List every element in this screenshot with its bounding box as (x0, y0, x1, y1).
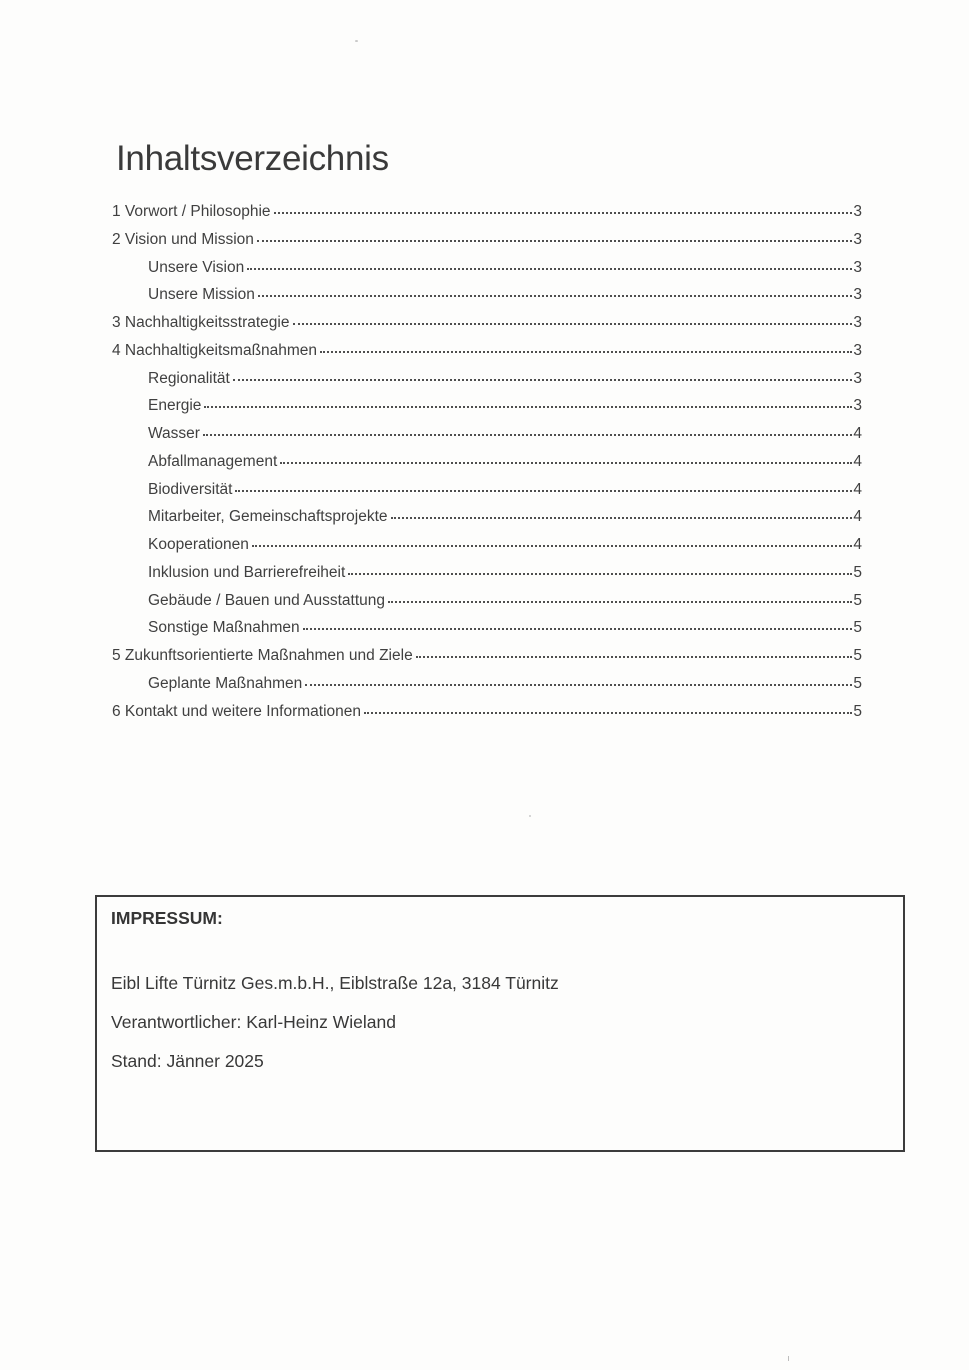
toc-leader-dots (204, 406, 852, 408)
toc-entry (112, 453, 862, 481)
scan-speck (788, 1356, 789, 1361)
toc-leader-dots (257, 240, 852, 242)
toc-leader-dots (320, 351, 852, 353)
toc-leader-dots (364, 712, 852, 714)
toc-entry (112, 703, 862, 731)
toc-entry-label: Energie (148, 397, 202, 415)
toc-entry (112, 481, 862, 509)
impressum-date-line: Stand: Jänner 2025 (111, 1051, 264, 1071)
toc-leader-dots (305, 684, 852, 686)
toc-leader-dots (303, 628, 853, 630)
toc-entry-label: Abfallmanagement (148, 452, 278, 470)
toc-leader-dots (293, 323, 853, 325)
toc-entry (112, 259, 862, 287)
toc-entry-page-number: 5 (853, 591, 862, 609)
toc-leader-dots (233, 379, 853, 381)
toc-entry-label: 6 Kontakt und weitere Informationen (112, 702, 362, 720)
toc-entry-page-number: 4 (853, 425, 862, 442)
toc-entry-label: Sonstige Maßnahmen (148, 619, 300, 637)
toc-entry (112, 342, 862, 370)
toc-leader-dots (391, 517, 853, 519)
toc-entry-page-number: 3 (853, 203, 862, 220)
toc-entry-label: 5 Zukunftsorientierte Maßnahmen und Ziele (112, 647, 413, 664)
toc-leader-dots (258, 295, 853, 297)
toc-entry (112, 314, 862, 342)
toc-leader-dots (416, 656, 853, 658)
toc-entry-page-number: 3 (853, 286, 862, 304)
toc-entry (112, 425, 862, 453)
toc-entry-label: Unsere Mission (148, 286, 255, 304)
toc-entry-label: 2 Vision und Mission (112, 230, 254, 248)
toc-entry-label: Kooperationen (148, 536, 249, 553)
toc-entry (112, 536, 862, 564)
toc-entry-label: 4 Nachhaltigkeitsmaßnahmen (112, 341, 318, 359)
toc-entry (112, 592, 862, 620)
toc-entry-page-number: 5 (853, 674, 862, 692)
toc-entry (112, 231, 862, 259)
toc-entry-page-number: 4 (853, 480, 862, 498)
toc-leader-dots (203, 434, 852, 436)
toc-entry (112, 508, 862, 536)
toc-leader-dots (388, 601, 852, 603)
toc-entry-label: 1 Vorwort / Philosophie (112, 203, 271, 220)
toc-entry-label: Gebäude / Bauen und Ausstattung (148, 591, 385, 609)
scan-speck (529, 815, 531, 817)
toc-leader-dots (247, 268, 852, 270)
toc-entry (112, 203, 862, 231)
toc-leader-dots (252, 545, 853, 547)
toc-entry-label: Wasser (148, 425, 200, 442)
page-title: Inhaltsverzeichnis (116, 139, 389, 179)
toc-list (112, 203, 862, 730)
impressum-heading: IMPRESSUM: (111, 908, 223, 928)
toc-entry-page-number: 5 (853, 619, 862, 637)
toc-entry-page-number: 3 (853, 369, 862, 387)
toc-entry-page-number: 4 (853, 508, 862, 526)
toc-entry (112, 564, 862, 592)
toc-entry (112, 397, 862, 425)
impressum-responsible-line: Verantwortlicher: Karl-Heinz Wieland (111, 1012, 396, 1032)
toc-entry-label: Unsere Vision (148, 258, 245, 276)
toc-entry-page-number: 3 (853, 230, 862, 248)
toc-leader-dots (274, 212, 853, 214)
toc-entry-label: 3 Nachhaltigkeitsstrategie (112, 314, 290, 331)
toc-entry-label: Biodiversität (148, 480, 233, 498)
toc-entry-page-number: 5 (853, 647, 862, 664)
toc-entry-page-number: 3 (853, 314, 862, 331)
impressum-company-line: Eibl Lifte Türnitz Ges.m.b.H., Eiblstraße 12a, 3184 Türnitz (111, 973, 559, 993)
toc-leader-dots (348, 573, 852, 575)
toc-entry-page-number: 5 (853, 702, 862, 720)
toc-entry-page-number: 5 (853, 563, 862, 581)
toc-entry (112, 370, 862, 398)
toc-entry-page-number: 4 (853, 536, 862, 553)
toc-entry (112, 286, 862, 314)
toc-leader-dots (280, 462, 852, 464)
toc-entry-page-number: 3 (853, 341, 862, 359)
toc-entry (112, 675, 862, 703)
toc-entry-page-number: 4 (853, 452, 862, 470)
impressum-box (95, 895, 905, 1152)
toc-entry-label: Regionalität (148, 369, 230, 387)
toc-entry (112, 619, 862, 647)
toc-entry-label: Mitarbeiter, Gemeinschaftsprojekte (148, 508, 388, 526)
toc-entry-page-number: 3 (853, 258, 862, 276)
toc-entry-label: Inklusion und Barrierefreiheit (148, 563, 346, 581)
toc-entry-page-number: 3 (853, 397, 862, 415)
toc-leader-dots (235, 490, 852, 492)
scan-speck (355, 40, 358, 42)
toc-entry (112, 647, 862, 675)
toc-entry-label: Geplante Maßnahmen (148, 674, 303, 692)
